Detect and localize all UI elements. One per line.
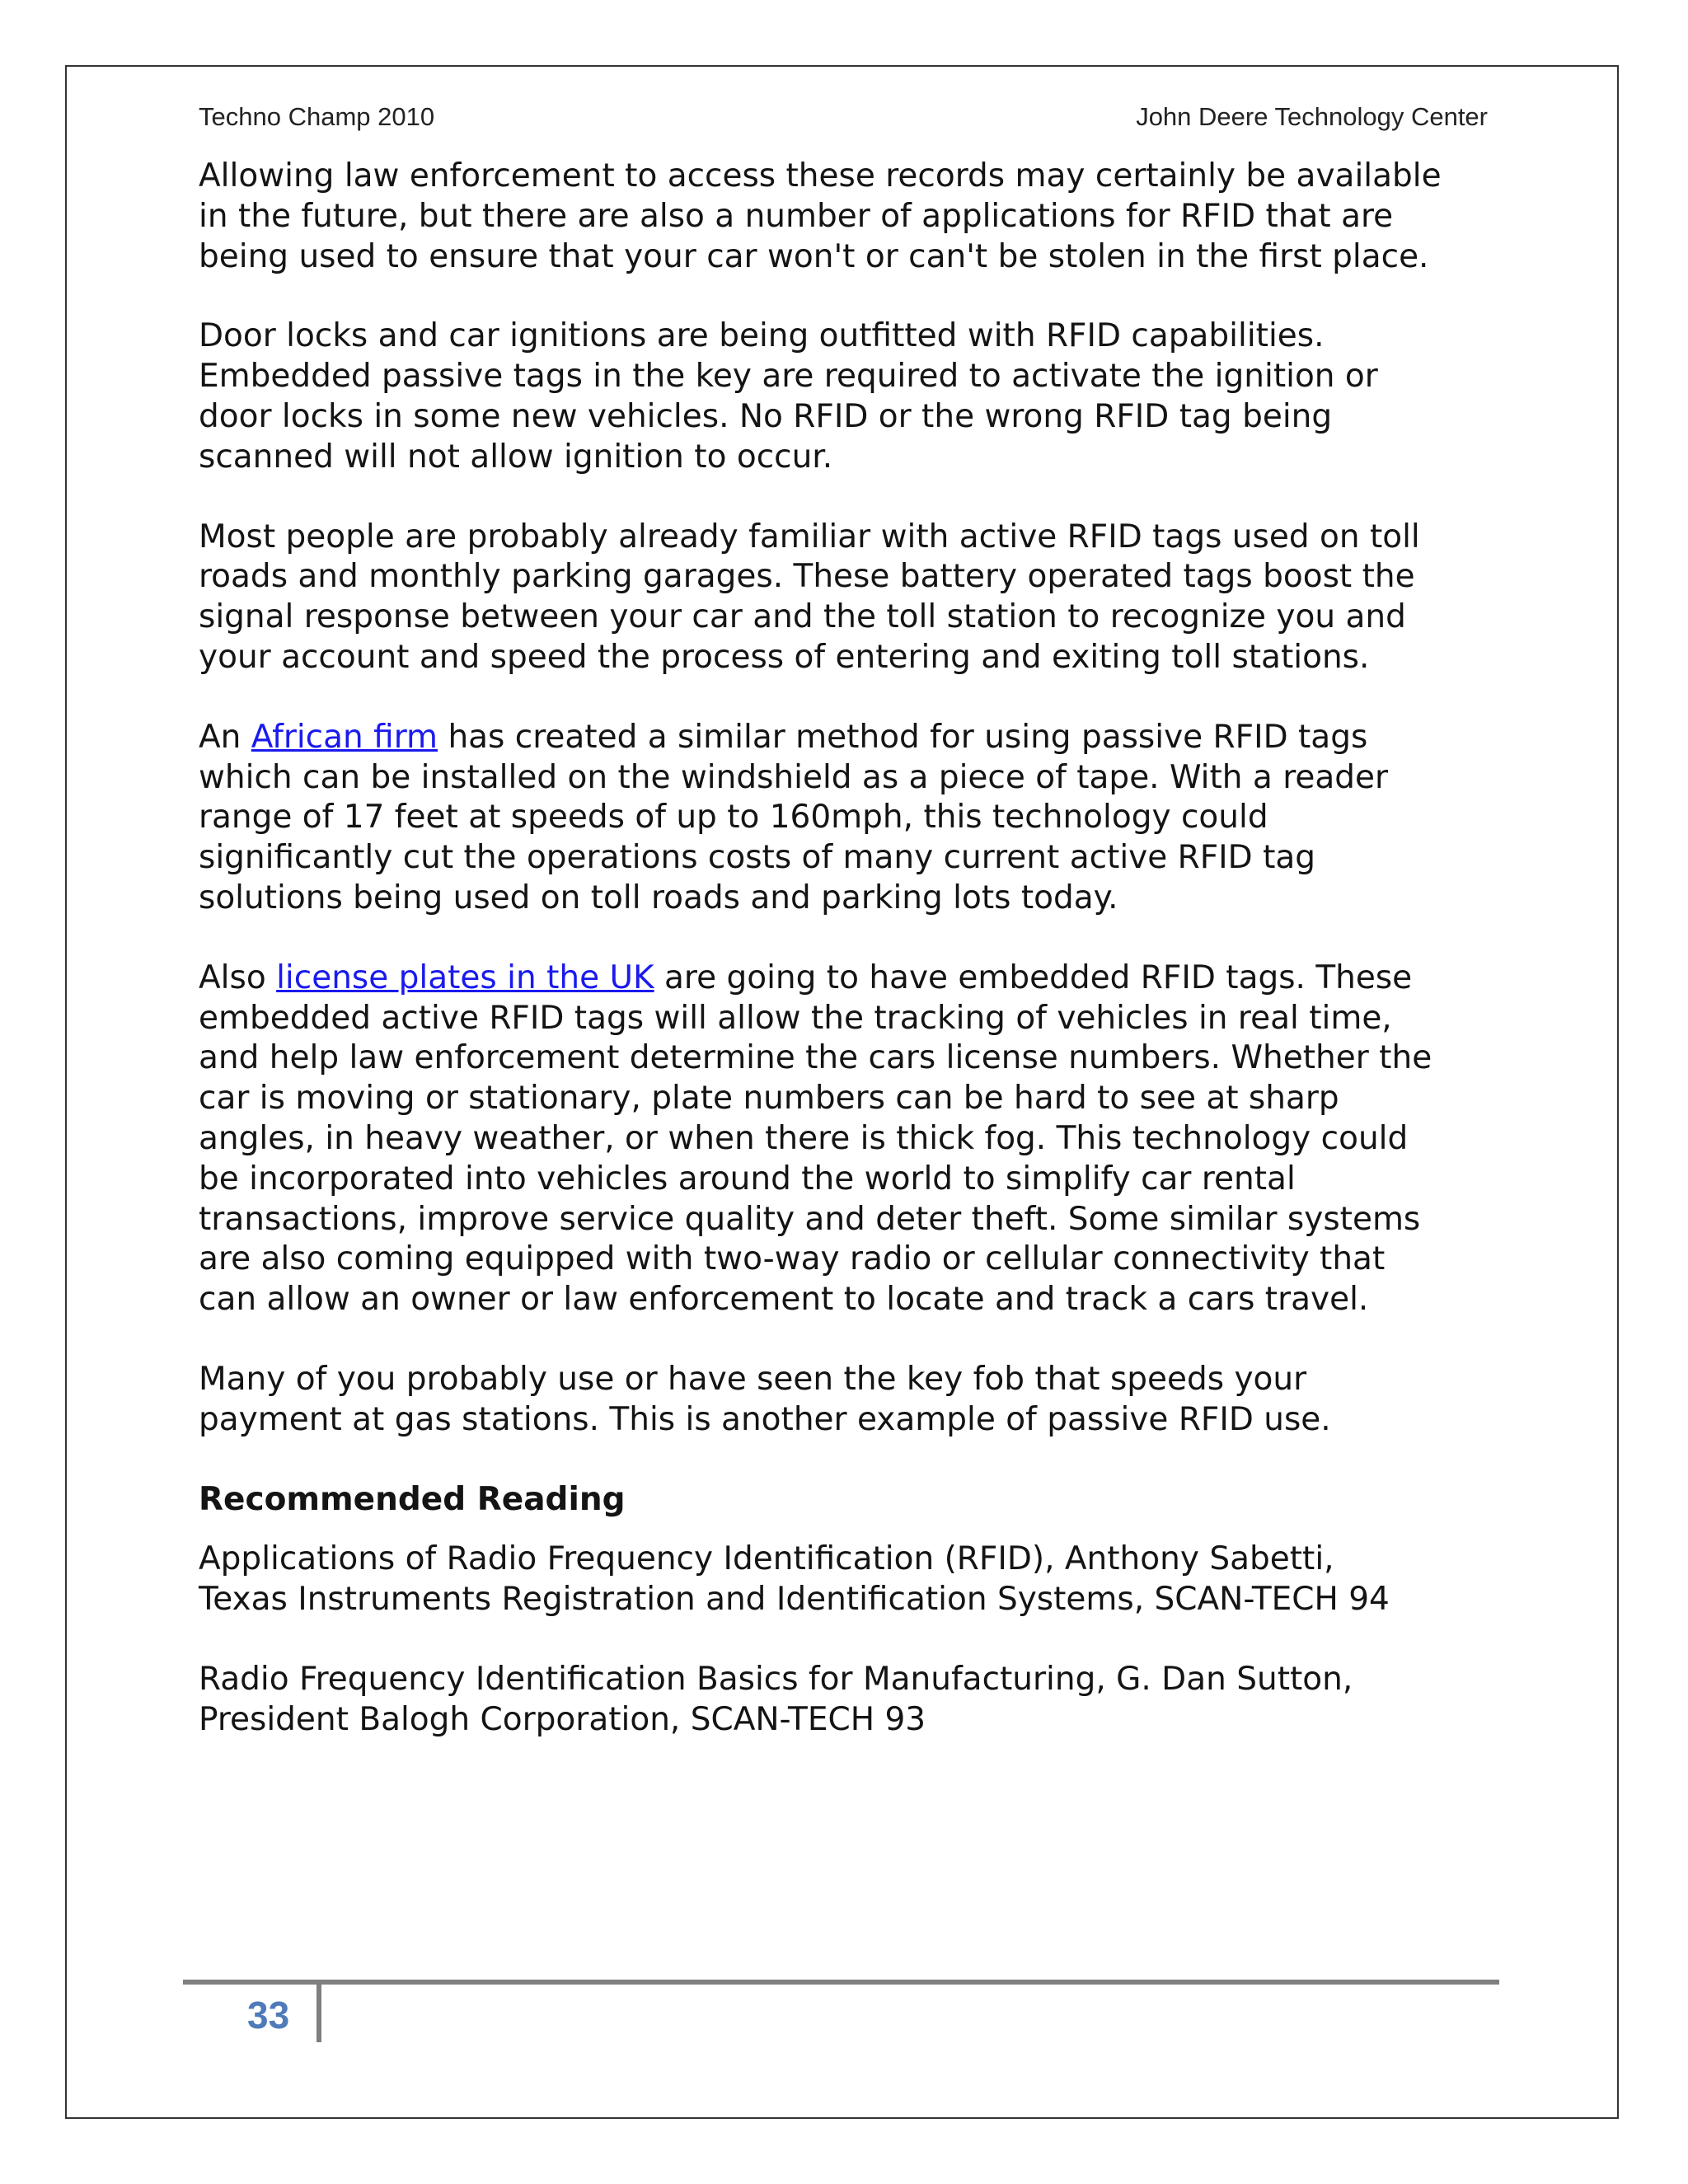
paragraph-3 — [199, 518, 1509, 678]
page-body — [199, 157, 1509, 1780]
paragraph-2 — [199, 316, 1509, 477]
recommended-reading-heading: Recommended Reading — [199, 1480, 626, 1518]
footer-divider-tick — [316, 1980, 321, 2042]
african-firm-link[interactable]: African firm — [251, 718, 438, 756]
paragraph-4-text-before: An — [199, 718, 251, 756]
paragraph-6 — [199, 1360, 1509, 1441]
reading-item-1: Applications of Radio Frequency Identification (RFID), Anthony Sabetti, Texas Instruments Registration and Identification Systems, SCAN-TECH 94 — [199, 1540, 1390, 1619]
paragraph-4-text-after: has created a similar method for using passive RFID tags which can be installed on the windshield as a piece of tape. With a reader range of 17 feet at speeds of up to 160mph, this technology could significantly cut the operations costs of many current active RFID tag solutions being used on toll roads and parking lots today. — [199, 718, 1389, 916]
reading-item-2: Radio Frequency Identification Basics for Manufacturing, G. Dan Sutton, President Balogh Corporation, SCAN-TECH 93 — [199, 1660, 1353, 1738]
paragraph-6-text: Many of you probably use or have seen the key fob that speeds your payment at gas stations. This is another example of passive RFID use. — [199, 1360, 1331, 1438]
header-left-title: Techno Champ 2010 — [199, 102, 435, 131]
paragraph-2-text: Door locks and car ignitions are being outfitted with RFID capabilities. Embedded passive tags in the key are required to activate the ignition or door locks in some new vehicles. No RFID or the wrong RFID tag being scanned will not allow ignition to occur. — [199, 317, 1378, 476]
paragraph-5-text-before: Also — [199, 958, 277, 996]
header-right-title: John Deere Technology Center — [1136, 102, 1488, 131]
paragraph-4 — [199, 718, 1509, 919]
paragraph-5-text-after: are going to have embedded RFID tags. These embedded active RFID tags will allow the tracking of vehicles in real time, and help law enforcement determine the cars license numbers. Whether the car is moving or stationary, plate numbers can be hard to see at sharp angles, in heavy weather, or when there is thick fog. This technology could be incorporated into vehicles around the world to simplify car rental transactions, improve service quality and deter theft. Some similar systems are also coming equipped with two-way radio or cellular connectivity that can allow an owner or law enforcement to locate and track a cars travel. — [199, 958, 1432, 1319]
paragraph-5 — [199, 958, 1509, 1320]
paragraph-1 — [199, 157, 1509, 277]
page-number: 33 — [247, 1994, 290, 2036]
paragraph-1-text: Allowing law enforcement to access these records may certainly be available in the future, but there are also a number of applications for RFID that are being used to ensure that your car won't or can't be stolen in the first place. — [199, 157, 1442, 275]
paragraph-3-text: Most people are probably already familiar with active RFID tags used on toll roads and monthly parking garages. These battery operated tags boost the signal response between your car and the toll station to recognize you and your account and speed the process of entering and exiting toll stations. — [199, 518, 1420, 676]
license-plates-uk-link[interactable]: license plates in the UK — [276, 958, 654, 996]
footer-rule — [183, 1980, 1499, 1985]
